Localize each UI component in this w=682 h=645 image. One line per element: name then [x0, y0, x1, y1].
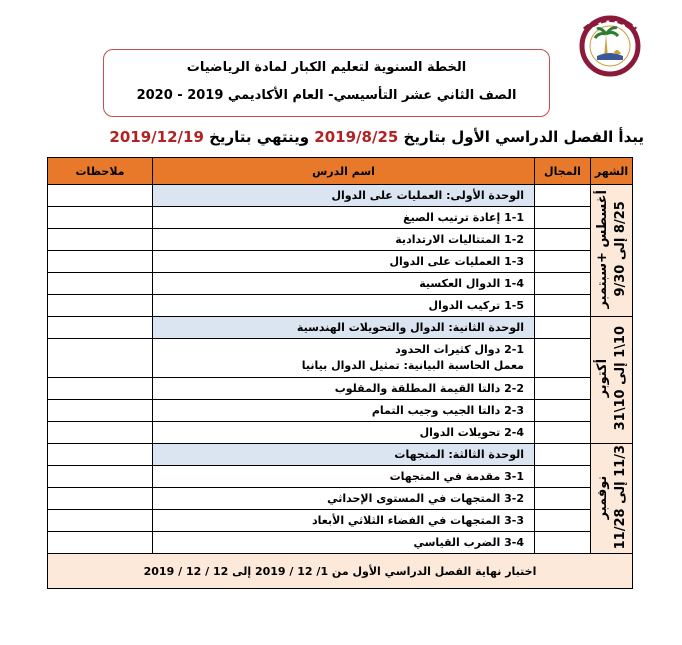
semester-start-date: 2019/8/25	[314, 128, 399, 146]
plan-subtitle: الصف الثاني عشر التأسيسي- العام الأكاديمي 2019 - 2020	[136, 88, 517, 103]
lesson-name: 3-1 مقدمة في المتجهات	[153, 466, 535, 488]
lesson-name: 1-1 إعادة ترتيب الصيغ	[153, 207, 535, 229]
domain-cell	[535, 185, 591, 207]
emblem-icon	[573, 10, 647, 80]
domain-cell	[535, 510, 591, 532]
table-row	[48, 510, 633, 532]
domain-cell	[535, 444, 591, 466]
ministry-logo	[573, 10, 647, 80]
table-row	[48, 317, 633, 339]
notes-cell	[48, 251, 153, 273]
lesson-name: 2-2 دالتا القيمة المطلقة والمقلوب	[153, 378, 535, 400]
domain-cell	[535, 317, 591, 339]
lesson-name: 2-3 دالتا الجيب وجيب التمام	[153, 400, 535, 422]
lesson-name: 3-2 المتجهات في المستوى الإحداثي	[153, 488, 535, 510]
notes-cell	[48, 317, 153, 339]
domain-cell	[535, 229, 591, 251]
lesson-name: 3-4 الضرب القياسي	[153, 532, 535, 554]
notes-cell	[48, 378, 153, 400]
notes-cell	[48, 444, 153, 466]
semester-prefix: يبدأ الفصل الدراسي الأول بتاريخ	[398, 128, 644, 146]
col-notes-header: ملاحظات	[48, 158, 153, 185]
table-row	[48, 295, 633, 317]
domain-cell	[535, 207, 591, 229]
notes-cell	[48, 339, 153, 378]
final-exam-text: اختبار نهاية الفصل الدراسي الأول من 1/ 12 / 2019 إلى 12 / 12 / 2019	[48, 554, 633, 589]
table-row	[48, 378, 633, 400]
month-cell	[591, 444, 633, 554]
lesson-line: 2-1 دوال كثيرات الحدود	[395, 343, 524, 356]
notes-cell	[48, 466, 153, 488]
col-domain-header: المجال	[535, 158, 591, 185]
domain-cell	[535, 400, 591, 422]
title-box	[103, 49, 550, 117]
notes-cell	[48, 185, 153, 207]
notes-cell	[48, 229, 153, 251]
domain-cell	[535, 466, 591, 488]
lesson-name: 2-4 تحويلات الدوال	[153, 422, 535, 444]
table-row	[48, 273, 633, 295]
domain-cell	[535, 422, 591, 444]
month-name: أكتوبر	[594, 359, 610, 398]
domain-cell	[535, 378, 591, 400]
domain-cell	[535, 273, 591, 295]
notes-cell	[48, 488, 153, 510]
semester-end-date: 2019/12/19	[109, 128, 204, 146]
notes-cell	[48, 510, 153, 532]
notes-cell	[48, 207, 153, 229]
notes-cell	[48, 295, 153, 317]
notes-cell	[48, 400, 153, 422]
domain-cell	[535, 251, 591, 273]
table-row	[48, 251, 633, 273]
table-row	[48, 488, 633, 510]
unit-title: الوحدة الثالثة: المتجهات	[153, 444, 535, 466]
lesson-name	[153, 339, 535, 378]
table-row	[48, 339, 633, 378]
table-row	[48, 466, 633, 488]
table-row	[48, 532, 633, 554]
notes-cell	[48, 532, 153, 554]
lesson-name: 1-2 المتتاليات الارتدادية	[153, 229, 535, 251]
lesson-name: 3-3 المتجهات في الفضاء الثلاثي الأبعاد	[153, 510, 535, 532]
semester-dates-line	[109, 128, 644, 146]
notes-cell	[48, 273, 153, 295]
table-row	[48, 229, 633, 251]
plan-title: الخطة السنوية لتعليم الكبار لمادة الرياضيات	[186, 60, 467, 75]
domain-cell	[535, 295, 591, 317]
exam-footer-row	[48, 554, 633, 589]
month-name: نوفمبر	[594, 475, 610, 519]
month-cell	[591, 317, 633, 444]
table-row	[48, 422, 633, 444]
semester-middle: وينتهي بتاريخ	[203, 128, 315, 146]
lesson-name: 1-4 الدوال العكسية	[153, 273, 535, 295]
domain-cell	[535, 488, 591, 510]
unit-title: الوحدة الأولى: العمليات على الدوال	[153, 185, 535, 207]
lesson-name: 1-5 تركيب الدوال	[153, 295, 535, 317]
month-dates: 10\1 إلى 10\31	[612, 326, 628, 431]
table-row	[48, 207, 633, 229]
table-row	[48, 444, 633, 466]
unit-title: الوحدة الثانية: الدوال والتحويلات الهندسية	[153, 317, 535, 339]
month-dates: 11/3 إلى 11/28	[612, 444, 628, 550]
table-header-row	[48, 158, 633, 185]
domain-cell	[535, 532, 591, 554]
month-dates: 8/25 إلى 9/30	[612, 201, 628, 297]
lesson-line: معمل الحاسبة البيانية: تمثيل الدوال بيانيا	[301, 359, 524, 372]
month-cell	[591, 185, 633, 317]
notes-cell	[48, 422, 153, 444]
table-row	[48, 400, 633, 422]
col-lesson-header: اسم الدرس	[153, 158, 535, 185]
col-month-header: الشهر	[591, 158, 633, 185]
month-name: أغسطس +سبتمبر	[594, 189, 610, 309]
lesson-name: 1-3 العمليات على الدوال	[153, 251, 535, 273]
plan-table	[47, 157, 633, 589]
table-row	[48, 185, 633, 207]
domain-cell	[535, 339, 591, 378]
